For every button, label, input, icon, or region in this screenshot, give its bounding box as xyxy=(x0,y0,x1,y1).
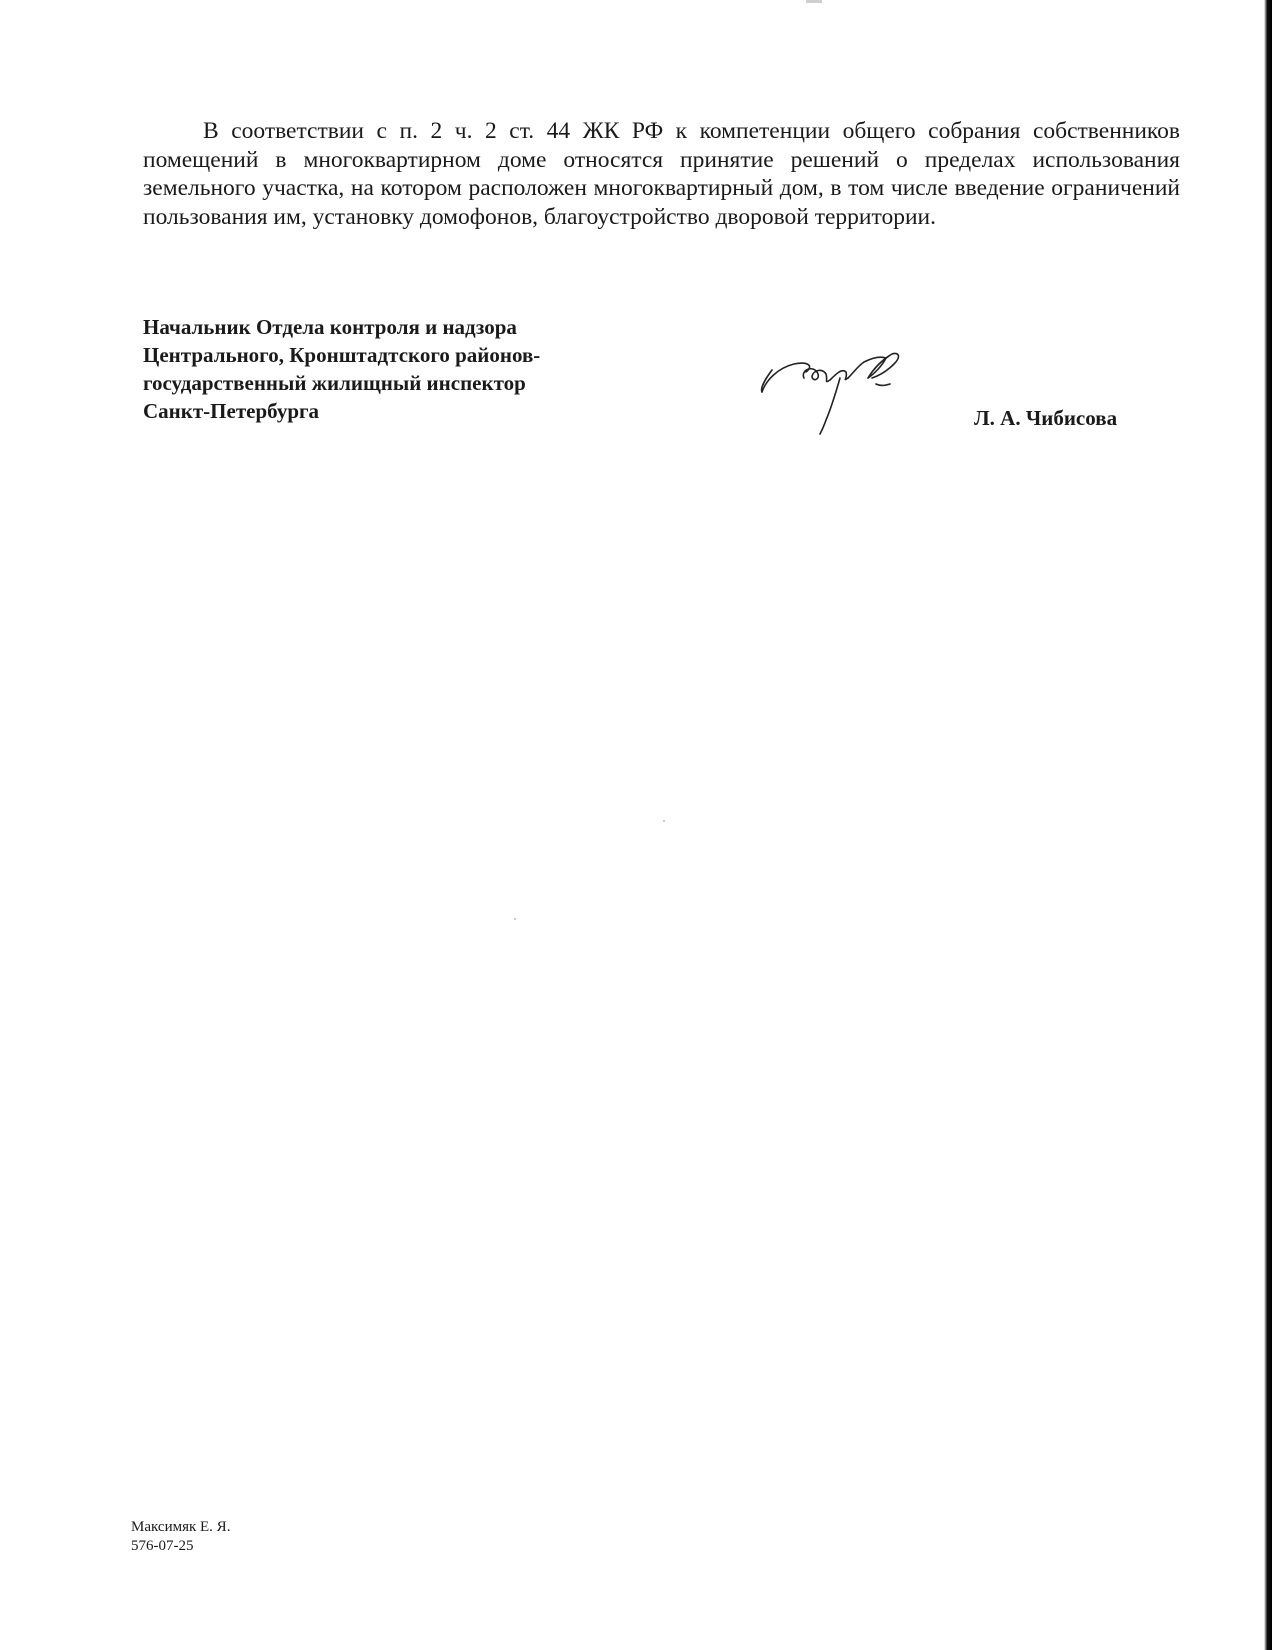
scan-edge xyxy=(1264,0,1272,1650)
signatory-title-line: Начальник Отдела контроля и надзора xyxy=(143,315,517,339)
signatory-title-line: государственный жилищный инспектор xyxy=(143,371,526,395)
executor-phone: 576-07-25 xyxy=(131,1538,194,1554)
scan-artifact xyxy=(806,0,822,3)
scan-speck xyxy=(663,820,665,822)
signatory-title xyxy=(143,313,663,425)
signer-name: Л. А. Чибисова xyxy=(974,406,1118,430)
signatory-title-line: Санкт-Петербурга xyxy=(143,399,320,423)
body-paragraph: В соответствии с п. 2 ч. 2 ст. 44 ЖК РФ к компетенции общего собрания собственников помещений в многоквартирном доме относятся принятие решений о пределах использования земельного участка, на котором расположен многоквартирный дом, в том числе введение ограничений пользования им, установку домофонов, благоустройство дворовой территории. xyxy=(143,118,1180,230)
executor-name: Максимяк Е. Я. xyxy=(131,1519,231,1535)
scan-speck xyxy=(514,918,516,920)
handwritten-signature xyxy=(756,348,936,448)
executor-info xyxy=(131,1518,230,1556)
signatory-title-line: Центрального, Кронштадтского районов- xyxy=(143,343,541,367)
